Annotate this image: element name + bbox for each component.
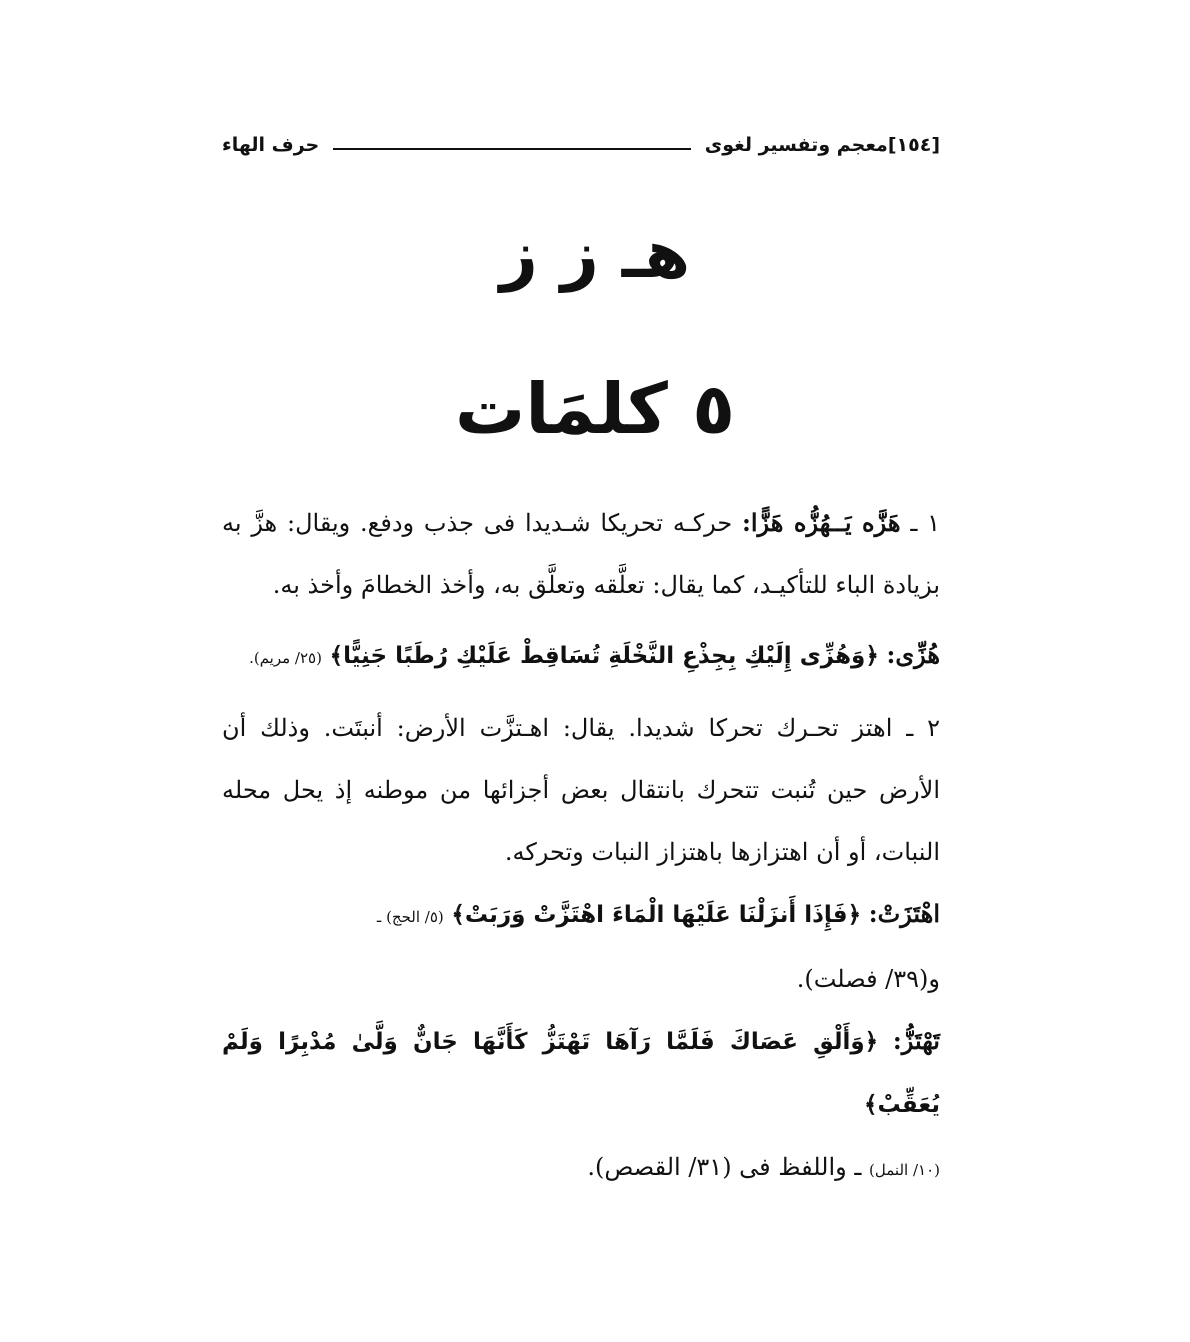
root-letters: هـ ز ز [499,216,691,293]
word-count-title: ٥ كلمَات [455,368,735,450]
page-number: [١٥٤] [887,134,940,156]
quran-citation-2-continued [222,948,940,1010]
quran-citation-1 [222,624,940,689]
entry-2 [222,697,940,883]
book-title: معجم وتفسير لغوى [704,134,888,156]
citation-3-label: تَهْتَزُّ: [892,1026,940,1055]
entry-2-number: ٢ ـ [906,714,940,742]
entry-2-definition: اهتز تحـرك تحركا شديدا. يقال: اهـتزَّت الأرض: أنبتَت. وذلك أن الأرض حين تُنبت تتحرك بانتقال بعض أجزائها من موطنه إذ يحل محله النبات، أو أن اهتزازها باهتزاز النبات وتحركه. [222,714,941,866]
citation-2-reference-2: و(٣٩/ فصلت). [796,965,940,993]
section-title: حرف الهاء [222,134,320,156]
quran-citation-3 [222,1010,940,1136]
running-header [222,128,940,162]
entry-1-headword: هَزَّه يَــهُزُّه هَزًّا: [742,508,901,537]
quran-citation-3-continued [222,1136,940,1201]
entry-1 [222,492,940,616]
header-rule [333,148,691,150]
citation-1-ayah: ﴿وَهُزِّى إِلَيْكِ بِجِذْعِ النَّخْلَةِ تُسَاقِطْ عَلَيْكِ رُطَبًا جَنِيًّا﴾ [329,643,879,669]
citation-2-ayah: ﴿فَإِذَا أَنزَلْنَا عَلَيْهَا الْمَاءَ اهْتَزَّتْ وَرَبَتْ﴾ [451,902,862,928]
citation-3-ayah: ﴿وَأَلْقِ عَصَاكَ فَلَمَّا رَآهَا تَهْتَزُّ كَأَنَّهَا جَانٌّ وَلَّىٰ مُدْبِرًا وَلَمْ يُعَقِّبْ﴾ [222,1029,940,1118]
citation-3-reference: (١٠/ النمل) [869,1161,940,1179]
citation-2-label: اهْتَزَتْ: [868,899,940,928]
citation-3-tail: ـ واللفظ فى (٣١/ القصص). [587,1153,862,1181]
entry-1-number: ١ ـ [910,509,941,537]
quran-citation-2 [222,883,940,948]
citation-1-reference: (٢٥/ مريم). [249,649,322,667]
citation-1-label: هُزِّى: [886,640,940,669]
entry-1-definition: حركـه تحريكا شـديدا فى جذب ودفع. ويقال: هزَّ به بزيادة الباء للتأكيـد، كما يقال: تعلَّقه وتعلَّق به، وأخذ الخطامَ وأخذ به. [222,509,940,599]
citation-2-reference: (٥/ الحج) ـ [376,908,444,926]
body-text [222,492,940,1201]
